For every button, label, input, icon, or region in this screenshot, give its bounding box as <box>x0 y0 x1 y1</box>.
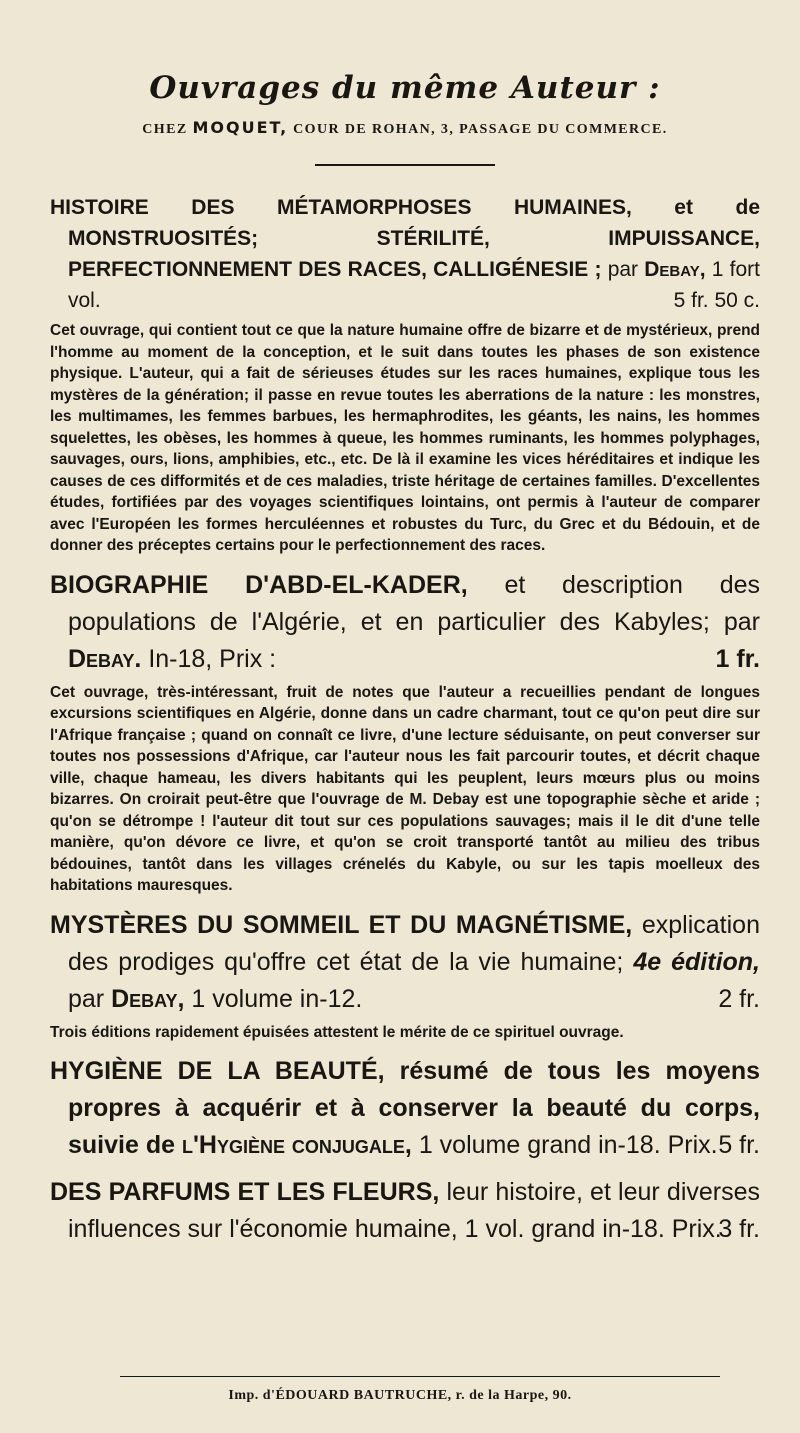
address-pre: CHEZ <box>142 122 188 137</box>
entry-subtitle: leur histoire, et leur diverses influences sur l'économie humaine, <box>68 1178 761 1243</box>
entry-heading <box>50 1174 760 1248</box>
entry-by: par <box>607 258 639 281</box>
entry-subtitle: et description des populations de l'Algérie, et en particulier des Kabyles; <box>68 570 761 636</box>
printer-imprint: Imp. d'ÉDOUARD BAUTRUCHE, r. de la Harpe, 90. <box>228 1388 572 1403</box>
entry-heading <box>50 1053 760 1164</box>
entry-price: 5 fr. 50 c. <box>673 289 760 312</box>
footer-divider <box>120 1376 720 1377</box>
entry-description: Trois éditions rapidement épuisées attestent le mérite de ce spirituel ouvrage. <box>50 1023 624 1041</box>
entry-author: Debay, <box>644 258 706 281</box>
entry-format: 1 volume grand in-18. Prix. <box>418 1131 718 1159</box>
entry-subtitle: explication des prodiges qu'offre cet état de la vie humaine; <box>68 910 760 976</box>
entry-description: Cet ouvrage, qui contient tout ce que la nature humaine offre de bizarre et de mystérieux, prend l'homme au moment de la conception, et le suit dans toutes les phases de son existence physique. L'auteur, qui a fait de sérieuses études sur les races humaines, explique tous les mystères de la génération; il passe en revue toutes les aberrations de la nature : les monstres, les multimames, les femmes barbues, les hermaphrodites, les géants, les nains, les hommes squelettes, les obèses, les hommes à queue, les hommes ruminants, les hommes polyphages, sauvages, ours, lions, amphibies, etc., etc. De là il examine les vices héréditaires et indique les causes de ces difformités et de ces maladies, triste héritage de certaines familles. D'excellentes études, fortifiées par des voyages scientifiques lointains, ont permis à l'auteur de comparer avec l'Européen les formes herculéennes et robustes du Turc, du Grec et du Bédouin, et de donner des préceptes certains pour le perfectionnement des races. <box>50 322 760 554</box>
entry-author: Debay, <box>111 984 185 1013</box>
entry-price: 5 fr. <box>718 1131 760 1159</box>
header-address <box>50 118 760 138</box>
entry-price: 2 fr. <box>718 984 760 1013</box>
entry-title: BIOGRAPHIE D'ABD-EL-KADER, <box>50 570 468 599</box>
entry-by: par <box>68 984 105 1013</box>
entry-price: 1 fr. <box>715 644 760 673</box>
entry-by: par <box>723 607 760 636</box>
publisher-name: MOQUET, <box>192 118 289 137</box>
address-post: COUR DE ROHAN, 3, PASSAGE DU COMMERCE. <box>293 122 668 137</box>
entry-format: 1 volume in-12. <box>191 984 363 1013</box>
entry-title: HISTOIRE DES MÉTAMORPHOSES HUMAINES, et de MONSTRUOSITÉS; STÉRILITÉ, IMPUISSANCE, PERFECTIONNEMENT DES RACES, CALLIGÉNESIE ; <box>50 196 760 281</box>
entry-biographie <box>50 567 760 897</box>
entry-mysteres <box>50 907 760 1044</box>
entry-parfums <box>50 1174 760 1248</box>
entry-format: 1 vol. grand in-18. Prix. <box>464 1215 722 1243</box>
entry-description: Cet ouvrage, très-intéressant, fruit de notes que l'auteur a recueillies pendant de longues excursions scientifiques en Algérie, donne dans un cadre charmant, tout ce qu'on peut dire sur l'Afrique française ; quand on connaît ce livre, d'une lecture séduisante, on peut converser sur toutes nos possessions d'Afrique, car l'auteur nous les fait parcourir toutes, et décrit chaque ville, chaque hameau, les divers habitants qui les peuplent, leurs mœurs plus ou moins bizarres. On croirait peut-être que l'ouvrage de M. Debay est une topographie sèche et aride ; qu'on se détrompe ! l'auteur dit tout sur ces populations sauvages; mais il le dit d'une telle manière, qu'on dévore ce livre, et qu'on se croit transporté tantôt au milieu des tribus bédouines, tantôt dans les villages crénelés du Kabyle, ou sur les tapis moelleux des habitations mauresques. <box>50 683 760 894</box>
entry-heading <box>50 907 760 1018</box>
entry-edition: 4e édition, <box>633 947 760 976</box>
entry-title-secondary: l'Hygiène conjugale, <box>181 1131 412 1159</box>
header-title: Ouvrages du même Auteur : <box>149 70 661 106</box>
entry-title: HYGIÈNE DE LA BEAUTÉ, <box>50 1057 385 1085</box>
entry-title: MYSTÈRES DU SOMMEIL ET DU MAGNÉTISME, <box>50 910 633 939</box>
entry-heading <box>50 192 760 316</box>
header-divider <box>315 164 495 166</box>
entry-price: 3 fr. <box>718 1215 760 1243</box>
entry-title: DES PARFUMS ET LES FLEURS, <box>50 1178 440 1206</box>
entry-format: 1 fort vol. <box>68 258 760 312</box>
entry-hygiene <box>50 1053 760 1164</box>
entry-histoire <box>50 192 760 557</box>
entry-format: In-18, Prix : <box>148 644 277 673</box>
entry-heading <box>50 567 760 678</box>
entry-author: Debay. <box>68 644 142 673</box>
entry-subtitle: résumé de tous les moyens propres à acquérir et à conserver la beauté du corps, suivie de <box>68 1057 761 1159</box>
